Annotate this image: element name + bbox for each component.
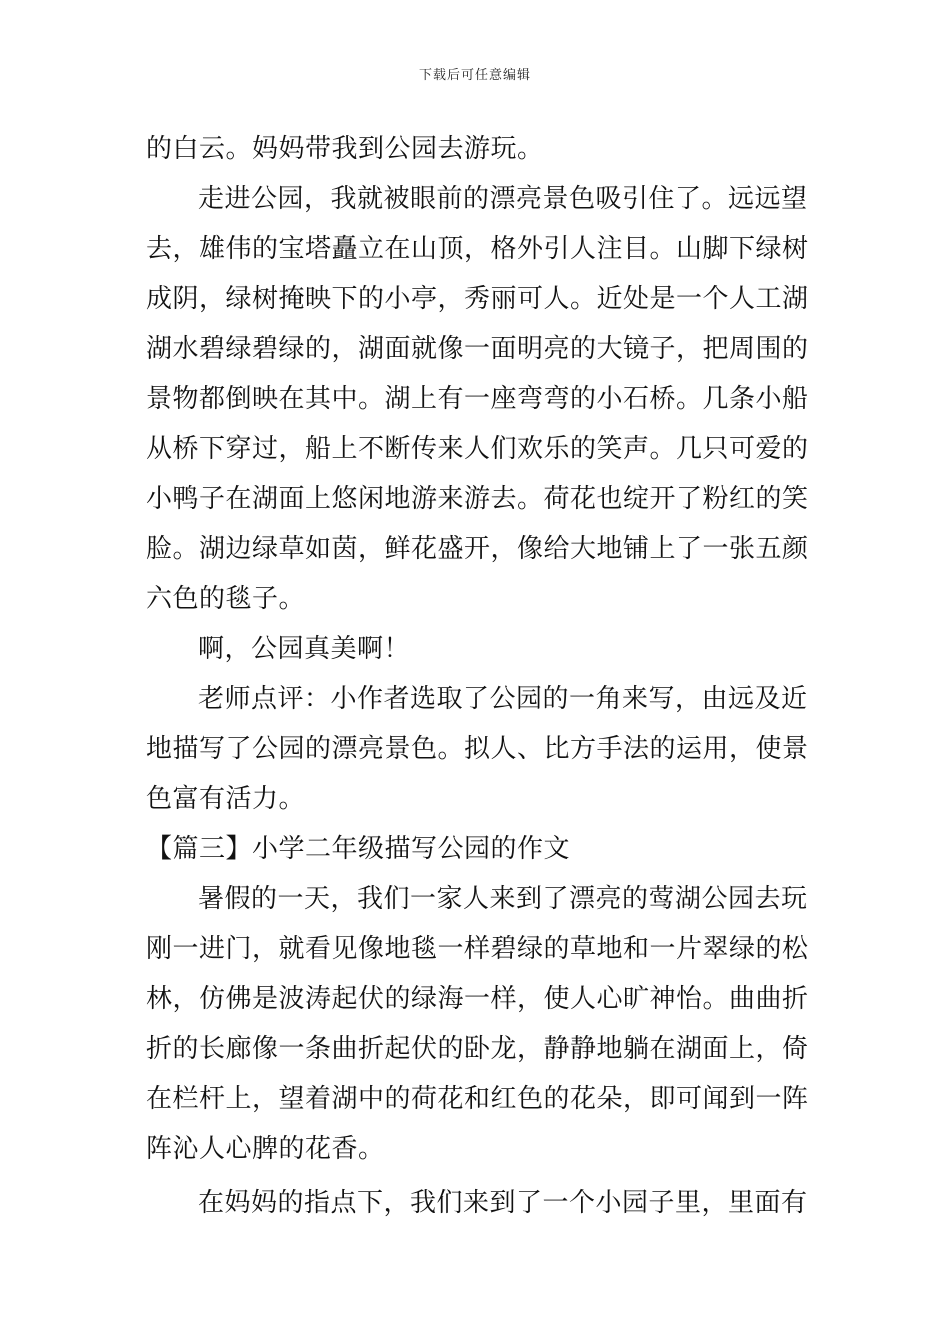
text-line: 在栏杆上，望着湖中的荷花和红色的花朵，即可闻到一阵	[146, 1084, 809, 1114]
text-line: 林，仿佛是波涛起伏的绿海一样，使人心旷神怡。曲曲折	[146, 984, 809, 1014]
text-line: 啊，公园真美啊！	[198, 634, 411, 664]
text-line: 小鸭子在湖面上悠闲地游来游去。荷花也绽开了粉红的笑	[146, 484, 809, 514]
text-line: 湖水碧绿碧绿的，湖面就像一面明亮的大镜子，把周围的	[146, 334, 809, 364]
text-line: 去，雄伟的宝塔矗立在山顶，格外引人注目。山脚下绿树	[146, 234, 809, 264]
text-line: 刚一进门，就看见像地毯一样碧绿的草地和一片翠绿的松	[146, 934, 809, 964]
text-line: 六色的毯子。	[146, 584, 306, 614]
text-line: 暑假的一天，我们一家人来到了漂亮的莺湖公园去玩	[198, 884, 808, 914]
document-body	[146, 124, 809, 1228]
text-line: 成阴，绿树掩映下的小亭，秀丽可人。近处是一个人工湖	[146, 284, 809, 314]
text-line: 阵沁人心脾的花香。	[146, 1134, 385, 1164]
text-line: 【篇三】小学二年级描写公园的作文	[146, 834, 571, 864]
text-line: 景物都倒映在其中。湖上有一座弯弯的小石桥。几条小船	[146, 384, 809, 414]
text-line: 折的长廊像一条曲折起伏的卧龙，静静地躺在湖面上，倚	[146, 1034, 809, 1064]
text-line: 走进公园，我就被眼前的漂亮景色吸引住了。远远望	[198, 184, 808, 214]
text-line: 从桥下穿过，船上不断传来人们欢乐的笑声。几只可爱的	[146, 434, 809, 464]
page-header: 下载后可任意编辑	[418, 68, 531, 83]
text-line: 色富有活力。	[146, 784, 306, 814]
text-line: 地描写了公园的漂亮景色。拟人、比方手法的运用，使景	[146, 734, 809, 764]
text-line: 在妈妈的指点下，我们来到了一个小园子里，里面有	[198, 1188, 808, 1218]
text-line: 的白云。妈妈带我到公园去游玩。	[146, 134, 544, 164]
text-line: 脸。湖边绿草如茵，鲜花盛开，像给大地铺上了一张五颜	[146, 534, 809, 564]
text-line: 老师点评：小作者选取了公园的一角来写，由远及近	[198, 684, 808, 714]
